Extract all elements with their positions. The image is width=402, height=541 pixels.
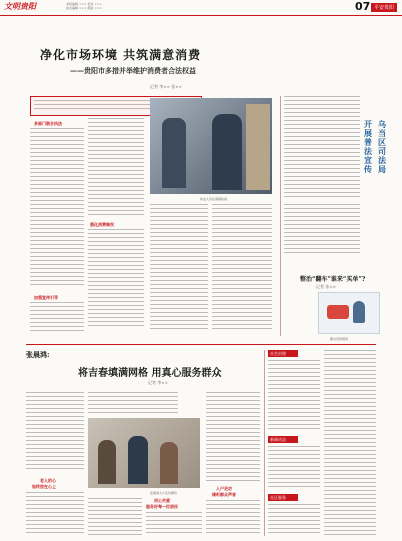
masthead-meta: 本版编辑 ××× 校对 ××× 美术编辑 ××× 组版 ××× [66,2,102,10]
feature-subhead-3a: 入户走访 [216,486,232,491]
feature-subhead-1b: 始终放在心上 [32,484,56,489]
lead-subhead-1: 多部门联合执法 [34,121,62,126]
lead-body-col3 [150,204,208,330]
feature-photo [88,418,200,488]
right-vertical-title-2: 开展普法宣传 [364,119,372,174]
right-photo-caption: 图为宣传现场 [330,337,349,341]
sidebar-body-4 [324,350,376,536]
sidebar-tag-3: 社区服务 [268,494,298,501]
lead-headline: 净化市场环境 共筑满意消费 [40,48,202,62]
sidebar-divider [264,350,265,536]
feature-body-col2b [88,498,142,536]
feature-body-col2 [88,392,178,414]
lead-body-col2 [88,118,144,218]
feature-photo-caption: 张晨鸿入户走访群众 [150,491,178,495]
lead-photo-caption: 执法人员在商超检查 [200,197,228,201]
sidebar-body-3 [268,504,320,536]
feature-byline: 记者 李×× [148,380,168,385]
sidebar-tag-2: 新闻动态 [268,436,298,443]
section-tag: 平安贵阳 [371,3,397,12]
feature-body-col4 [206,392,260,482]
feature-subhead-2a: 用心关爱 [154,498,170,503]
right-body-2 [284,204,360,254]
lead-byline: 记者 李×× 张×× [150,84,182,89]
feature-body-col1b [26,492,84,536]
lead-body-col1 [30,128,84,288]
sidebar-body-1 [268,360,320,430]
feature-subhead-1a: 老人的心 [40,478,56,483]
right-body-1 [284,96,360,200]
feature-headline: 将吉春填满网格 用真心服务群众 [78,368,222,379]
cartoon-illustration [318,292,380,334]
feature-body-col4b [206,500,260,536]
sidebar-body-2 [268,446,320,488]
newspaper-logo: 文明贵阳 [4,1,36,11]
sidebar-tag-1: 社会治理 [268,350,298,357]
lead-subhead-3: 加强宣传引导 [34,295,58,300]
column-divider [280,96,281,336]
section-divider [26,344,376,345]
lead-photo [150,98,272,194]
feature-subhead-2b: 服务好每一位居民 [146,504,178,509]
feature-label: 张晨鸿: [26,350,50,359]
lead-body-col4 [212,204,272,330]
feature-subhead-3b: 倾听群众声音 [212,492,236,497]
lead-body-col2b [88,229,144,329]
feature-body-col3b [146,512,202,536]
right-vertical-title-1: 乌当区司法局 [378,119,386,174]
lead-body-col1b [30,302,84,332]
masthead [0,0,402,16]
right-item-byline: 记者 张×× [316,284,336,289]
right-item-title: 整治“翻车”谁来“买单”? [300,276,366,283]
lead-subheadline: ——贵阳市多措并举维护消费者合法权益 [70,66,196,75]
lead-subhead-2: 强化消费维权 [90,222,114,227]
page-number: 07 [355,0,371,13]
feature-body-col1 [26,392,84,472]
